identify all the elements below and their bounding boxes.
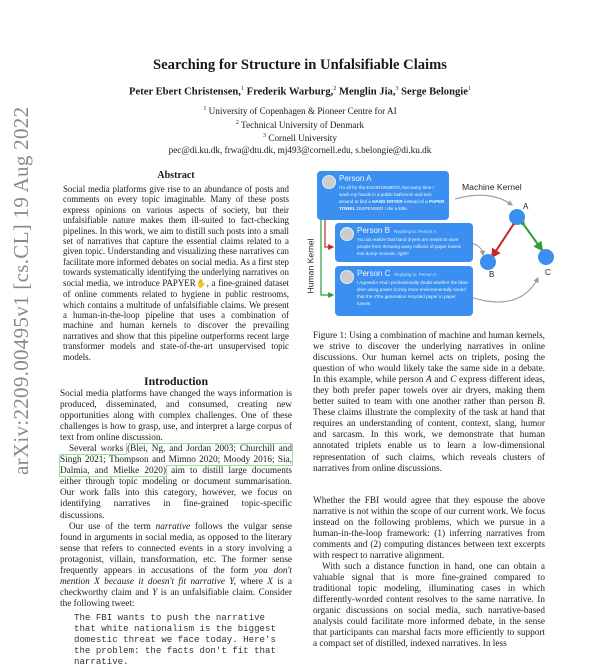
- right-column: [313, 331, 545, 650]
- intro-text: Our use of the term: [69, 521, 156, 532]
- math-symbol: C: [450, 375, 457, 386]
- body-paragraph: Whether the FBI would agree that they espouse the above narrative is not within the scope of our current work. We focus instead on the following problems, which we pursue in a human-in-the-loop framework: (1) inferring narratives from comments and (2) computing distances between text excerpts with respect to narrative alignment.: [313, 495, 545, 561]
- intro-text: where: [235, 576, 268, 587]
- left-column: [60, 170, 292, 667]
- post-message: [339, 184, 445, 212]
- author-affiliation-mark: 1: [467, 86, 471, 92]
- dataset-name: PAPYER: [162, 277, 196, 288]
- intro-text: is an unfalsifiable claim. Consider the following tweet:: [60, 587, 292, 609]
- intro-paragraph: [60, 522, 292, 610]
- intro-text: aim to distill large documents either through topic modeling or document summarisation. Our work falls into this category, however, we focus on identifying narratives in fine-grained topic-specific discussions.: [60, 466, 292, 521]
- intro-text: follows the vulgar sense found in arguments in social media, as opposed to the literary sense that refers to connected events in a story involving a protagonist, villain, transformation, etc. The former sense frequently appears in accusations of the form: [60, 521, 292, 576]
- abstract-text-part: , a fine-grained dataset of online comments related to hygiene in public restrooms, which contains a multitude of unfalsifiable claims. We present a human-in-the-loop pipeline that uses a combination of machine and human kernels to discover the prevailing narratives and show that this pipeline outperforms recent large transformer models and state-of-the-art unsupervised topic models.: [63, 277, 289, 362]
- caption-text: express different ideas, they both prefer paper towels over air dryers, making them better suited to team with one another rather than person: [313, 375, 545, 408]
- abstract-text-part: Social media platforms give rise to an abundance of posts and comments on every topic imaginable. Many of these posts express opinions on various aspects of society, but their unfalsifiable nature makes them ill-suited to fact-checking pipelines. In this work, we aim to distill such posts into a small set of narratives that capture the essential claims related to a given topic. Understanding and visualizing these narratives can facilitate more informed debates on social media. As a first step towards systematically identifying the underlying narratives on social media, we introduce: [63, 184, 289, 288]
- math-symbol: B: [537, 397, 543, 408]
- post-person-b: [335, 223, 473, 262]
- avatar: [322, 175, 336, 189]
- figure-1: [305, 165, 595, 325]
- node-a-label: A: [523, 202, 529, 211]
- abstract-text: [60, 184, 292, 362]
- author-affiliation-mark: 3: [395, 86, 399, 92]
- paper-title: Searching for Structure in Unfalsifiable Claims: [153, 57, 447, 73]
- node-c: [538, 249, 554, 265]
- author-affiliation-mark: 2: [333, 86, 337, 92]
- affiliations: [0, 104, 600, 156]
- avatar: [340, 270, 354, 284]
- human-kernel-label: Human Kernel: [305, 238, 316, 294]
- post-message: I Agreedo! And I professionally doubt whether the blow drier using power is truly more environmentally sound that the n'the generation recycled paper in paper towels.: [357, 280, 468, 306]
- post-author-name: Person C: [357, 269, 391, 278]
- reply-indicator: Replying to: Person A: [394, 272, 437, 277]
- author: Peter Ebert Christensen,: [129, 86, 241, 98]
- affiliation: [0, 118, 600, 132]
- citation-link[interactable]: (Blei, Ng, and Jordan 2003; Churchill and Singh 2021; Thompson and Mimno 2020; Moody 2016; Sia, Dalmia, and Mielke 2020): [60, 444, 292, 477]
- post-person-a: [317, 171, 449, 220]
- affiliation-text: University of Copenhagen & Pioneer Centre for AI: [208, 106, 397, 117]
- post-author: [357, 226, 436, 235]
- edge-a-b: [492, 225, 513, 257]
- intro-emphasis: narrative: [155, 521, 191, 532]
- node-c-label: C: [545, 268, 551, 277]
- node-b-label: B: [489, 270, 495, 279]
- caption-text: Figure 1: Using a combination of machine and human kernels, we strive to discover the underlying narratives in online discussions. Our human kernel acts on triplets, posing the question of who would likely take the same side in a debate. In this example, while person: [313, 331, 545, 386]
- post-person-c: [335, 266, 473, 316]
- caption-text: and: [431, 375, 451, 386]
- intro-text: Several works: [69, 444, 128, 455]
- author-list: [0, 86, 600, 98]
- post-message: You do realize that hand dryers are meant to save people from throwing away millions of paper towels into dump mounds, right?: [357, 237, 461, 256]
- body-paragraph: With such a distance function in hand, one can obtain a valuable signal that is more fine-grained compared to traditional topic modeling, illuminating cases in which differently-worded content resolves to the same narrative. In organic discussions on social media, such narrative-based analysis could facilitate more informed debate, in the sense that participants can marshal facts more efficiently to support a compact set of distilled, indexed narratives. In less: [313, 561, 545, 650]
- machine-kernel-arrow-c: [470, 278, 538, 302]
- affiliation: [0, 131, 600, 145]
- author-affiliation-mark: 1: [240, 86, 244, 92]
- node-a: [509, 209, 525, 225]
- post-author: [357, 269, 437, 278]
- caption-text: . These claims illustrate the complexity of the task at hand that requires an understanding of content, context, slang, humor and sarcasm. In this work, we demonstrate that human annotated triplets enable us to learn a low-dimensional representation of such claims, which reveals clusters of narratives from online discussions.: [313, 397, 545, 474]
- node-b: [480, 254, 496, 270]
- abstract-heading: Abstract: [157, 170, 195, 181]
- intro-paragraph: [60, 444, 292, 521]
- affiliation-number: 1: [203, 106, 207, 112]
- intro-paragraph: Social media platforms have changed the ways information is produced, disseminated, and consumed, creating new opportunities along with complex challenges. One of these challenges is how to grasp, use, and interpret a large corpus of text from online discussion.: [60, 389, 292, 444]
- affiliation-number: 3: [263, 133, 267, 140]
- machine-kernel-label: Machine Kernel: [462, 182, 522, 192]
- machine-kernel-arrow-a: [455, 195, 512, 205]
- tweet-quote: The FBI wants to push the narrative that white nationalism is the biggest domestic threat we face today. Here's the problem: the facts don't fit that narrative.: [74, 611, 276, 667]
- math-symbol: X: [267, 576, 273, 587]
- author-emails: pec@di.ku.dk, frwa@dtu.dk, mj493@cornell.edu, s.belongie@di.ku.dk: [168, 144, 432, 155]
- affiliation: [0, 104, 600, 118]
- post-text-bold: HAND DRYER: [372, 199, 403, 204]
- affiliation-number: 2: [235, 119, 239, 126]
- avatar: [340, 227, 354, 241]
- post-author-name: Person A: [339, 174, 372, 183]
- intro-text: is a checkworthy claim and: [60, 576, 292, 598]
- math-symbol: A: [426, 375, 432, 386]
- post-text: instead of a: [402, 199, 429, 204]
- author: Serge Belongie: [401, 86, 468, 98]
- affiliation-text: Cornell University: [268, 133, 337, 144]
- affiliation-text: Technical University of Denmark: [241, 119, 365, 130]
- author: Frederik Warburg,: [246, 86, 334, 98]
- edge-a-c: [524, 225, 542, 250]
- post-author: [339, 174, 371, 183]
- math-symbol: Y: [152, 587, 158, 598]
- post-text: I'm all for the ENVIRONMENT, but every time I wash my hands in a public bathroom and turn around to find a: [339, 185, 434, 204]
- post-text-bold: PAPER TOWEL: [339, 199, 445, 211]
- figure-caption: [313, 331, 545, 475]
- intro-emphasis: you don't mention X because it doesn't fit narrative Y,: [60, 565, 292, 587]
- arxiv-stamp: arXiv:2209.00495v1 [cs.CL] 19 Aug 2022: [9, 106, 33, 475]
- author: Menglin Jia,: [338, 86, 396, 98]
- post-text: DISPENSER I die a little.: [355, 206, 408, 211]
- reply-indicator: Replying to: Person A: [393, 229, 437, 234]
- hand-dryer-icon: ✋: [195, 278, 207, 288]
- post-author-name: Person B: [357, 226, 390, 235]
- introduction-heading: Introduction: [143, 373, 209, 388]
